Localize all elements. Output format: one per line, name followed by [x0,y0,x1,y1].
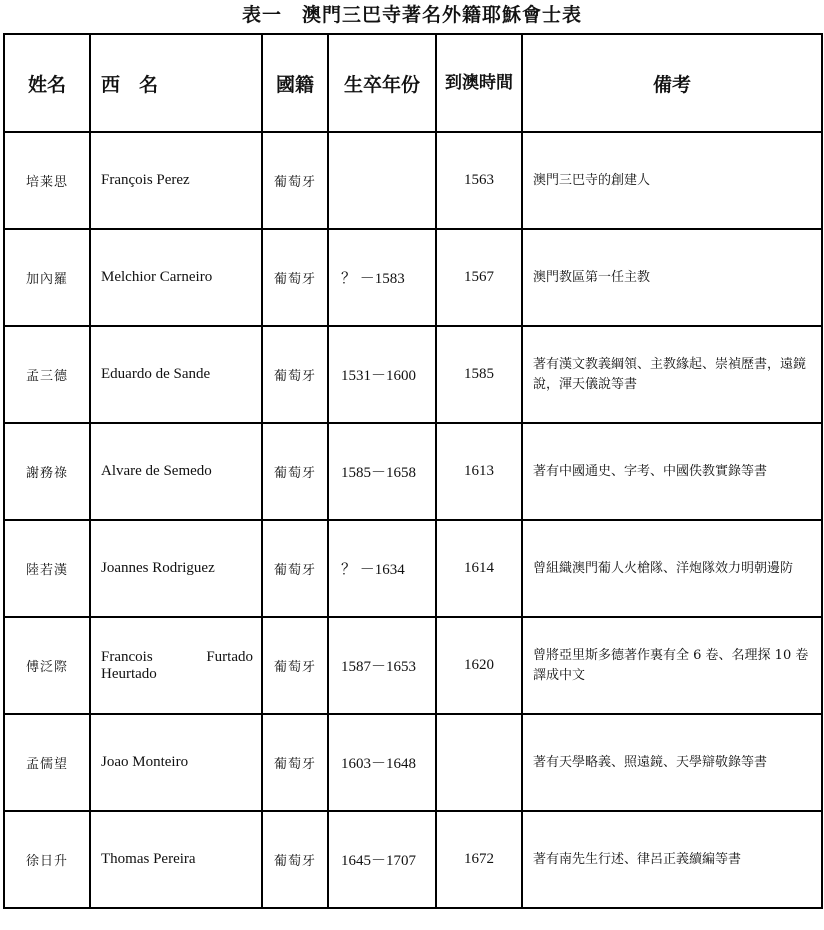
header-row [4,34,822,132]
cell-arrival: 1613 [436,423,522,520]
cell-years: ？ －1583 [328,229,436,326]
cell-nationality: 葡萄牙 [262,714,328,811]
cell-name: 謝務祿 [4,423,90,520]
header-years: 生卒年份 [328,34,436,132]
cell-notes: 澳門教區第一任主教 [522,229,822,326]
cell-nationality: 葡萄牙 [262,423,328,520]
cell-years: 1585－1658 [328,423,436,520]
cell-years: ？ －1634 [328,520,436,617]
cell-arrival [436,714,522,811]
cell-years: 1531－1600 [328,326,436,423]
cell-western-name: Joao Monteiro [90,714,262,811]
cell-name: 陸若漢 [4,520,90,617]
cell-arrival: 1672 [436,811,522,908]
cell-notes: 著有南先生行述、律呂正義續編等書 [522,811,822,908]
cell-arrival: 1563 [436,132,522,229]
cell-nationality: 葡萄牙 [262,520,328,617]
cell-notes: 澳門三巴寺的創建人 [522,132,822,229]
table-row [4,423,822,520]
header-notes: 備考 [522,34,822,132]
cell-western-name: Francois Furtado Heurtado [90,617,262,714]
cell-western-name: François Perez [90,132,262,229]
cell-nationality: 葡萄牙 [262,326,328,423]
cell-arrival: 1614 [436,520,522,617]
cell-nationality: 葡萄牙 [262,229,328,326]
cell-arrival: 1620 [436,617,522,714]
table-row [4,229,822,326]
table-row [4,132,822,229]
cell-name: 孟儒望 [4,714,90,811]
cell-western-name: Thomas Pereira [90,811,262,908]
cell-western-name: Melchior Carneiro [90,229,262,326]
header-name: 姓名 [4,34,90,132]
table-row [4,714,822,811]
cell-name: 培莱思 [4,132,90,229]
cell-years: 1587－1653 [328,617,436,714]
cell-notes: 曾將亞里斯多德著作裏有全 6 卷、名理探 10 卷譯成中文 [522,617,822,714]
header-western-name: 西 名 [90,34,262,132]
cell-name: 加內羅 [4,229,90,326]
cell-years: 1645－1707 [328,811,436,908]
jesuit-table [3,33,823,909]
table-row [4,520,822,617]
cell-notes: 著有天學略義、照遠鏡、天學辯敬錄等書 [522,714,822,811]
cell-western-name: Alvare de Semedo [90,423,262,520]
cell-western-name: Joannes Rodriguez [90,520,262,617]
cell-nationality: 葡萄牙 [262,811,328,908]
header-arrival: 到澳時間 [436,34,522,132]
table-row [4,326,822,423]
cell-years: 1603－1648 [328,714,436,811]
cell-notes: 著有漢文教義綱領、主教緣起、崇禎歷書，遠鏡說，渾天儀說等書 [522,326,822,423]
cell-nationality: 葡萄牙 [262,617,328,714]
cell-nationality: 葡萄牙 [262,132,328,229]
table-row [4,811,822,908]
cell-notes: 著有中國通史、字考、中國佚教實錄等書 [522,423,822,520]
table-title: 表一 澳門三巴寺著名外籍耶穌會士表 [241,4,582,26]
cell-arrival: 1585 [436,326,522,423]
cell-arrival: 1567 [436,229,522,326]
cell-name: 徐日升 [4,811,90,908]
table-row [4,617,822,714]
cell-western-name: Eduardo de Sande [90,326,262,423]
header-nationality: 國籍 [262,34,328,132]
cell-years [328,132,436,229]
cell-name: 孟三德 [4,326,90,423]
cell-name: 傅泛際 [4,617,90,714]
cell-notes: 曾組織澳門葡人火槍隊、洋炮隊效力明朝邊防 [522,520,822,617]
